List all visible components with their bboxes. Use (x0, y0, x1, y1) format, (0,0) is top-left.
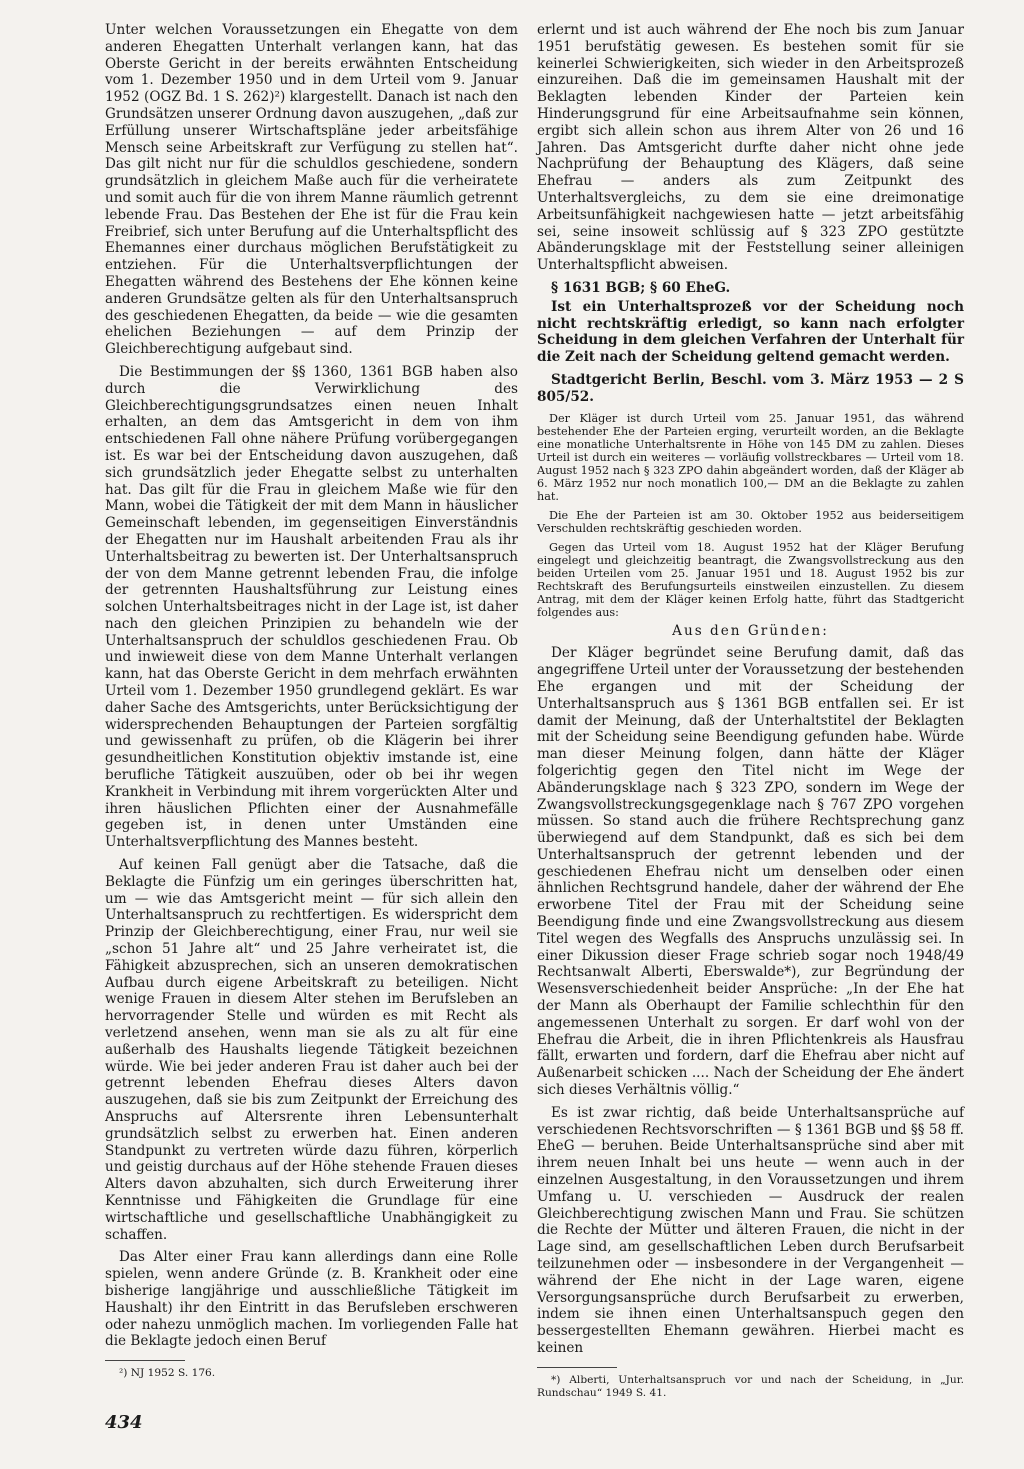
facts-paragraph: Die Ehe der Parteien ist am 30. Oktober 1952 aus beiderseitigem Verschulden rechtskräftig geschieden worden. (537, 508, 964, 535)
footnote-divider (105, 1360, 185, 1361)
headnote: Ist ein Unterhaltsprozeß vor der Scheidung noch nicht rechtskräftig erledigt, so kann nach erfolgter Scheidung in dem gleichen Verfahren der Unterhalt für die Zeit nach der Scheidung geltend gemacht werden. (537, 298, 964, 366)
paragraph: Es ist zwar richtig, daß beide Unterhaltsansprüche auf verschiedenen Rechtsvorschriften — § 1361 BGB und §§ 58 ff. EheG — beruhen. Beide Unterhaltsansprüche sind aber mit ihrem neuen Inhalt bei uns heute — wenn auch in der einzelnen Ausgestaltung, in den Voraussetzungen und ihrem Umfang u. U. verschieden — Ausdruck der realen Gleichberechtigung zwischen Mann und Frau. Sie schützen die Rechte der Mütter und älteren Frauen, die nicht in der Lage sind, am gesellschaftlichen Leben durch Berufsarbeit teilzunehmen oder — insbesondere in der Vergangenheit — während der Ehe nicht in der Lage waren, eigene Versorgungsansprüche durch Berufsarbeit zu erwerben, indem sie ihnen einen Unterhaltsanspuch gegen den bessergestellten Ehemann gewähren. Hierbei macht es keinen (537, 1104, 964, 1356)
page-number: 434 (105, 1412, 143, 1433)
footnote: *) Alberti, Unterhaltsanspruch vor und nach der Scheidung, in „Jur. Rundschau“ 1949 S. 41. (537, 1373, 964, 1399)
footnote: ²) NJ 1952 S. 176. (119, 1367, 216, 1380)
paragraph: Unter welchen Voraussetzungen ein Ehegatte von dem anderen Ehegatten Unterhalt verlangen kann, hat das Oberste Gericht in der bereits erwähnten Entscheidung vom 1. Dezember 1950 und in dem Urteil vom 9. Januar 1952 (OGZ Bd. 1 S. 262)²) klargestellt. Danach ist nach den Grundsätzen unserer Ordnung davon auszugehen, „daß zur Erfüllung unserer Wirtschaftspläne jeder arbeitsfähige Mensch seine Arbeitskraft zur Verfügung zu stellen hat“. Das gilt nicht nur für die schuldlos geschiedene, sondern grundsätzlich in gleichem Maße auch für die verheiratete und somit auch für die von ihrem Manne räumlich getrennt lebende Frau. Das Bestehen der Ehe ist für die Frau kein Freibrief, sich unter Berufung auf die Unterhaltspflicht des Ehemannes einer durchaus möglichen Berufstätigkeit zu entziehen. Für die Unterhaltsverpflichtungen der Ehegatten während des Bestehens der Ehe können keine anderen Grundsätze gelten als für den Unterhaltsanspruch des geschiedenen Ehegatten, da beide — wie die gesamten ehelichen Beziehungen — auf dem Prinzip der Gleichberechtigung aufgebaut sind. (105, 22, 518, 358)
law-reference-heading: § 1631 BGB; § 60 EheG. (551, 279, 731, 296)
paragraph: erlernt und ist auch während der Ehe noch bis zum Januar 1951 berufstätig gewesen. Es bestehen somit für sie keinerlei Schwierigkeiten, sich wieder in den Arbeitsprozeß einzureihen. Daß die im gemeinsamen Haushalt mit der Beklagten lebenden Kinder der Parteien kein Hinderungsgrund für eine Arbeitsaufnahme sein können, ergibt sich allein schon aus ihrem Alter von 26 und 16 Jahren. Das Amtsgericht durfte daher nicht ohne jede Nachprüfung der Behauptung des Klägers, daß seine Ehefrau — anders als zum Zeitpunkt des Unterhaltsvergleichs, zu dem sie eine dreimonatige Arbeitsunfähigkeit nachgewiesen hatte — jetzt arbeitsfähig sei, seine insoweit schlüssig auf § 323 ZPO gestützte Abänderungsklage mit der Feststellung seiner alleinigen Unterhaltspflicht abweisen. (537, 22, 964, 274)
paragraph: Auf keinen Fall genügt aber die Tatsache, daß die Beklagte die Fünfzig um ein geringes überschritten hat, um — wie das Amtsgericht meint — für sich allein den Unterhaltsanspruch zu rechtfertigen. Es widerspricht dem Prinzip der Gleichberechtigung, einer Frau, nur weil sie „schon 51 Jahre alt“ und 25 Jahre verheiratet ist, die Fähigkeit abzusprechen, sich an unseren demokratischen Aufbau durch eigene Arbeitskraft zu beteiligen. Nicht wenige Frauen in diesem Alter stehen im Berufsleben an hervorragender Stelle und würden es mit Recht als verletzend ansehen, wenn man sie als zu alt für eine außerhalb des Haushalts liegende Tätigkeit bezeichnen würde. Wie bei jeder anderen Frau ist daher auch bei der getrennt lebenden Ehefrau dieses Alters davon auszugehen, daß sie bis zum Zeitpunkt der Erreichung des Anspruchs auf Altersrente ihren Lebensunterhalt grundsätzlich selbst zu erwerben hat. Einen anderen Standpunkt zu vertreten würde dazu führen, körperlich und geistig durchaus auf der Höhe stehende Frauen dieses Alters davon abzuhalten, sich durch Erweiterung ihrer Kenntnisse und Fähigkeiten die Grundlage für eine wirtschaftliche und gesellschaftliche Unabhängigkeit zu schaffen. (105, 857, 518, 1243)
left-column (105, 22, 518, 1380)
paragraph: Die Bestimmungen der §§ 1360, 1361 BGB haben also durch die Verwirklichung des Gleichberechtigungsgrundsatzes einen neuen Inhalt erhalten, an dem das Amtsgericht in dem von ihm entschiedenen Fall ohne nähere Prüfung vorübergegangen ist. Es war bei der Entscheidung davon auszugehen, daß sich grundsätzlich jeder Ehegatte selbst zu unterhalten hat. Das gilt für die Frau in gleichem Maße wie für den Mann, wobei die Tätigkeit der mit dem Mann in häuslicher Gemeinschaft lebenden, im gegenseitigen Einverständnis der Ehegatten nur im Haushalt arbeitenden Frau als ihr Unterhaltsbeitrag zu bewerten ist. Der Unterhaltsanspruch der von dem Manne getrennt lebenden Frau, die infolge der getrennten Haushaltsführung zur Leistung eines solchen Unterhaltsbeitrages nicht in der Lage ist, ist daher nach den gleichen Prinzipien zu behandeln wie der Unterhaltsanspruch der schuldlos geschiedenen Frau. Ob und inwieweit diese von dem Manne Unterhalt verlangen kann, hat das Oberste Gericht in dem mehrfach erwähnten Urteil vom 1. Dezember 1950 grundlegend geklärt. Es war daher Sache des Amtsgerichts, unter Berücksichtigung der widersprechenden Behauptungen der Parteien sorgfältig und gewissenhaft zu prüfen, ob die Klägerin bei ihrer gesundheitlichen Konstitution objektiv imstande ist, eine berufliche Tätigkeit auszuüben, oder ob bei ihr wegen Krankheit in Verbindung mit ihrem vorgerückten Alter und ihren häuslichen Pflichten einer der Ausnahmefälle gegeben ist, in denen unter Umständen eine Unterhaltsverpflichtung des Mannes besteht. (105, 363, 518, 851)
facts-paragraph: Der Kläger ist durch Urteil vom 25. Januar 1951, das während bestehender Ehe der Parteien erging, verurteilt worden, an die Beklagte eine monatliche Unterhaltsrente in Höhe von 145 DM zu zahlen. Dieses Urteil ist durch ein weiteres — vorläufig vollstreckbares — Urteil vom 18. August 1952 nach § 323 ZPO dahin abgeändert worden, daß der Kläger ab 6. März 1952 nur noch monatlich 100,— DM an die Beklagte zu zahlen hat. (537, 411, 964, 503)
facts-section (537, 412, 964, 619)
paragraph: Der Kläger begründet seine Berufung damit, daß das angegriffene Urteil unter der Voraussetzung der bestehenden Ehe ergangen und mit der Scheidung der Unterhaltsanspruch aus § 1361 BGB entfallen sei. Er ist damit der Meinung, daß der Unterhaltstitel der Beklagten mit der Scheidung seine Beendigung gefunden habe. Würde man dieser Meinung folgen, dann hätte der Kläger folgerichtig gegen den Titel nicht im Wege der Abänderungsklage nach § 323 ZPO, sondern im Wege der Zwangsvollstreckungsgegenklage nach § 767 ZPO vorgehen müssen. So stand auch die frühere Rechtsprechung ganz überwiegend auf dem Standpunkt, daß es sich bei dem Unterhaltsanspruch der getrennt lebenden und der geschiedenen Ehefrau nicht um denselben oder einen ähnlichen Rechtsgrund handele, daher der während der Ehe erworbene Titel der Frau mit der Scheidung seine Beendigung finde und eine Zwangsvollstreckung aus diesem Titel wegen des Wegfalls des Anspruchs unzulässig sei. In einer Dikussion dieser Frage schrieb sogar noch 1948/49 Rechtsanwalt Alberti, Eberswalde*), zur Begründung der Wesensverschiedenheit beider Ansprüche: „In der Ehe hat der Mann als Oberhaupt der Familie schlechthin für den angemessenen Unterhalt zu sorgen. Er darf wohl von der Ehefrau die Arbeit, die in ihren Pflichtenkreis als Hausfrau fällt, erwarten und fordern, darf die Ehefrau aber nicht auf Außenarbeit schicken .... Nach der Scheidung der Ehe ändert sich dieses Verhältnis völlig.“ (537, 645, 964, 1099)
right-column (537, 22, 964, 1400)
section-title: Aus den Gründen: (672, 622, 829, 639)
paragraph: Das Alter einer Frau kann allerdings dann eine Rolle spielen, wenn andere Gründe (z. B. Krankheit oder eine bisherige langjährige und ausschließliche Tätigkeit im Haushalt) ihr den Eintritt in das Berufsleben erschweren oder nahezu unmöglich machen. Im vorliegenden Falle hat die Beklagte jedoch einen Beruf (105, 1249, 518, 1350)
footnote-divider (537, 1367, 617, 1368)
facts-paragraph: Gegen das Urteil vom 18. August 1952 hat der Kläger Berufung eingelegt und gleichzeitig beantragt, die Zwangsvollstreckung aus den beiden Urteilen vom 25. Januar 1951 und 18. August 1952 bis zur Rechtskraft des Berufungsurteils einstweilen einzustellen. Zu diesem Antrag, mit dem der Kläger keinen Erfolg hatte, führt das Stadtgericht folgendes aus: (537, 540, 964, 619)
court-citation: Stadtgericht Berlin, Beschl. vom 3. März 1953 — 2 S 805/52. (537, 371, 964, 405)
